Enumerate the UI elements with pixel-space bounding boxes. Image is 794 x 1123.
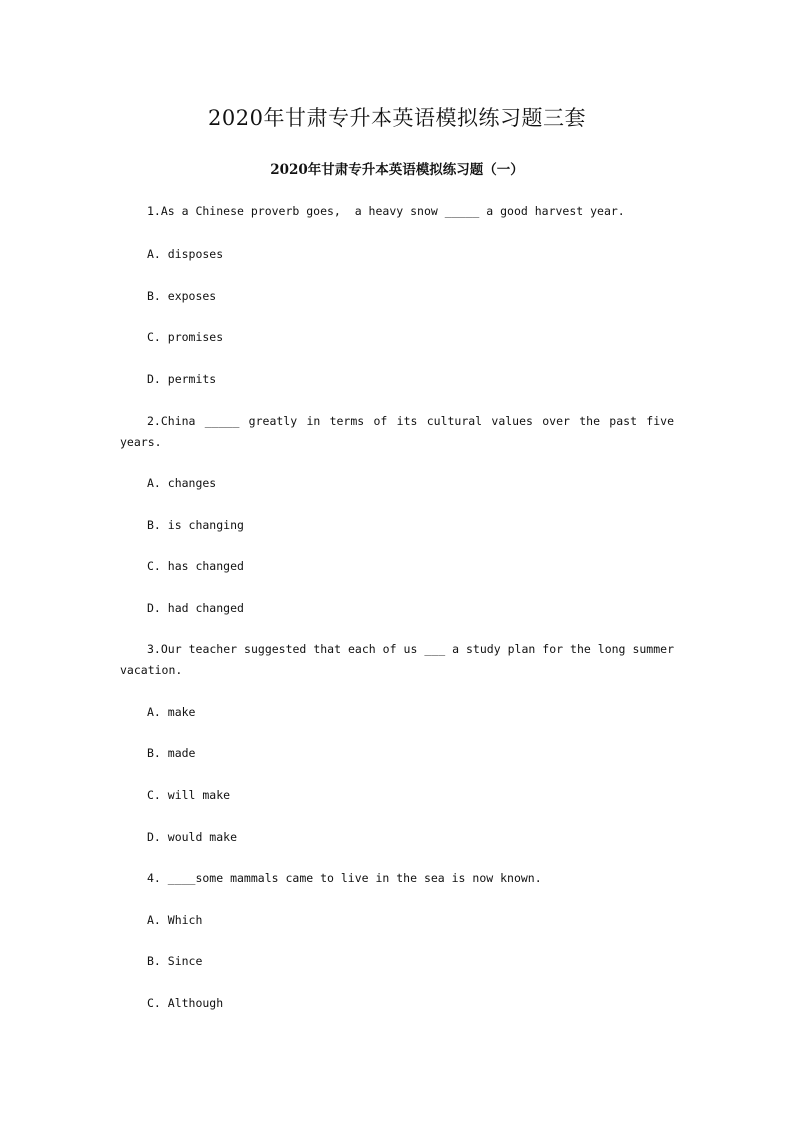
question-1-option-c: C. promises [147, 330, 224, 344]
question-4-option-b: B. Since [147, 954, 203, 968]
section-subtitle: 2020年甘肃专升本英语模拟练习题（一） [270, 162, 524, 178]
question-3-option-d: D. would make [147, 830, 238, 844]
question-2-option-b: B. is changing [147, 518, 244, 532]
question-4-option-c: C. Although [147, 996, 224, 1010]
question-3-stem [120, 639, 674, 681]
question-2-option-d: D. had changed [147, 601, 244, 615]
document-title: 2020年甘肃专升本英语模拟练习题三套 [208, 106, 586, 130]
question-3-stem-text: 3.Our teacher suggested that each of us ___ a study plan for the long summer vacation. [120, 642, 674, 677]
question-1-option-d: D. permits [147, 372, 217, 386]
question-1-stem: 1.As a Chinese proverb goes, a heavy snow _____ a good harvest year. [147, 204, 625, 218]
question-3-option-c: C. will make [147, 788, 231, 802]
question-2-stem-text: 2.China _____ greatly in terms of its cultural values over the past five years. [120, 414, 674, 449]
question-2-option-c: C. has changed [147, 559, 244, 573]
question-3-option-b: B. made [147, 746, 196, 760]
question-4-option-a: A. Which [147, 913, 203, 927]
question-4-stem: 4. ____some mammals came to live in the sea is now known. [147, 871, 542, 885]
question-1-option-a: A. disposes [147, 247, 224, 261]
question-2-stem [120, 411, 674, 453]
question-1-option-b: B. exposes [147, 289, 217, 303]
question-3-option-a: A. make [147, 705, 196, 719]
question-2-option-a: A. changes [147, 476, 217, 490]
